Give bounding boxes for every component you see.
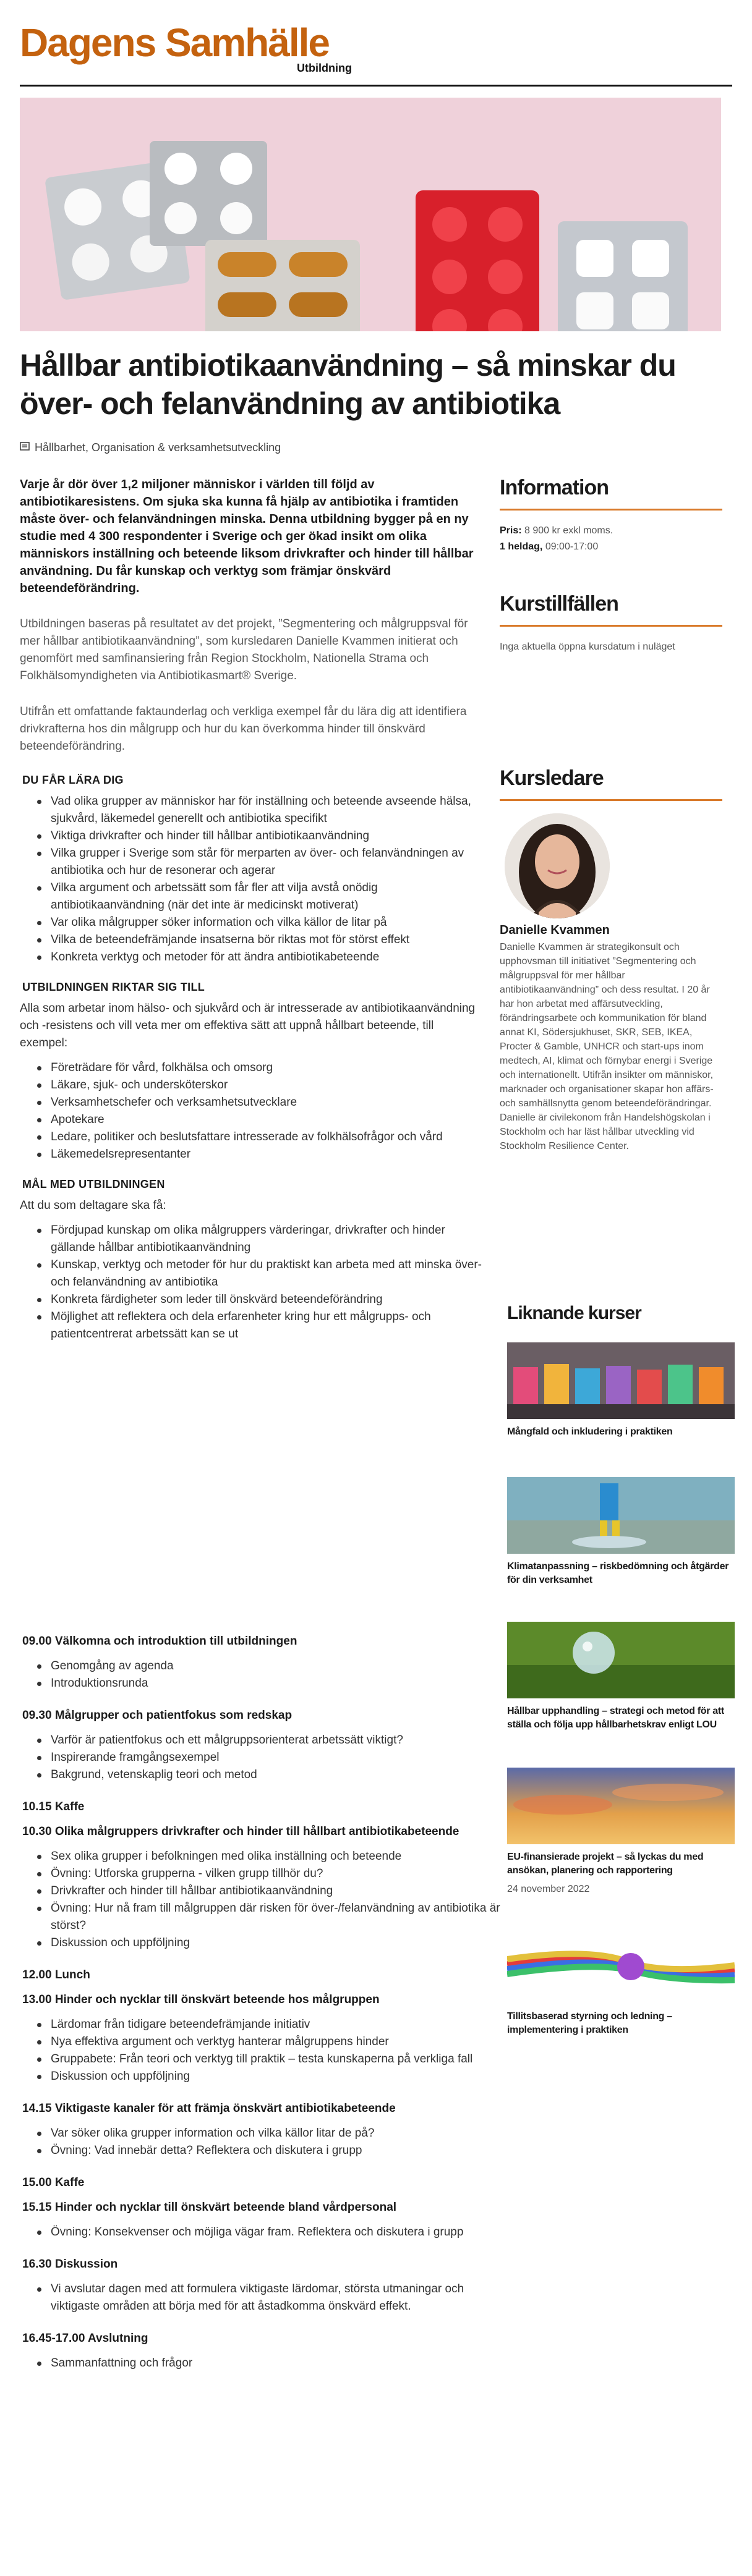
course-title[interactable]: Klimatanpassning – riskbedömning och åtgärder för din verksamhet	[507, 1561, 729, 1585]
main-content	[20, 476, 484, 1358]
schedule-time: 15.15 Hinder och nycklar till önskvärt beteende bland vårdpersonal	[22, 2201, 397, 2214]
site-logo-sub: Utbildning	[297, 62, 352, 74]
day-label: 1 heldag,	[500, 541, 543, 552]
list-item: Apotekare	[37, 1111, 484, 1129]
list-item: Var olika målgrupper söker information och vilka källor de litar på	[37, 914, 484, 931]
list-item: Bakgrund, vetenskaplig teori och metod	[37, 1766, 502, 1784]
category-text[interactable]: Hållbarhet, Organisation & verksamhetsutveckling	[35, 441, 281, 454]
schedule-time: 16.30 Diskussion	[22, 2258, 118, 2271]
list-item: Sex olika grupper i befolkningen med olika inställning och beteende	[37, 1848, 502, 1865]
similar-course-card[interactable]	[507, 1927, 736, 2037]
list-item: Lärdomar från tidigare beteendefrämjande initiativ	[37, 2016, 502, 2033]
audience-intro: Alla som arbetar inom hälso- och sjukvård och är intresserade av antibiotikaanvändning och -resistens och vill veta mer om effektiva sätt att uppnå hållbart beteende, till exempel:	[20, 1002, 476, 1049]
list-item: Möjlighet att reflektera och dela erfarenheter kring hur ett målgrupps- och patientcentrerat arbetssätt kan se ut	[37, 1308, 484, 1343]
hero-image	[20, 98, 721, 331]
schedule-time: 12.00 Lunch	[22, 1968, 90, 1981]
course-date: 24 november 2022	[507, 1884, 590, 1894]
schedule-time: 10.15 Kaffe	[22, 1800, 85, 1813]
schedule	[20, 1625, 502, 2387]
lead-paragraph: Varje år dör över 1,2 miljoner människor i världen till följd av antibiotikaresistens. Om sjuka ska kunna få hjälp av antibiotika i framtiden måste över- och felanvändningen minska. Denna utbildning bygger på en ny studie med 4 300 respondenter i Sverige och ger ökad insikt om olika människors inställning och beteende liksom drivkrafter och hinder till hållbar användning. Du får kunskap och verktyg som främjar önskvärd beteendeförändring.	[20, 478, 474, 595]
list-item: Övning: Hur nå fram till målgruppen där risken för över-/felanvändning av antibiotika är störst?	[37, 1900, 502, 1934]
similar-course-card[interactable]	[507, 1768, 736, 1895]
schedule-time: 09.30 Målgrupper och patientfokus som redskap	[22, 1709, 293, 1722]
similar-course-card[interactable]	[507, 1477, 736, 1587]
leader-name: Danielle Kvammen	[500, 923, 610, 937]
course-title[interactable]: EU-finansierade projekt – så lyckas du med ansökan, planering och rapportering	[507, 1852, 704, 1876]
list-item: Övning: Utforska grupperna - vilken grupp tillhör du?	[37, 1865, 502, 1883]
list-item: Kunskap, verktyg och metoder för hur du praktiskt kan arbeta med att minska över- och felanvändning av antibiotika	[37, 1256, 484, 1291]
list-item: Vilka argument och arbetssätt som får fler att vilja avstå onödig antibiotikaanvändning (när det inte är medicinskt motiverat)	[37, 879, 484, 914]
day-value: 09:00-17:00	[545, 541, 599, 552]
similar-heading-wrap	[507, 1303, 736, 1324]
list-item: Konkreta verktyg och metoder för att ändra antibiotikabeteende	[37, 949, 484, 966]
leader-bio: Danielle Kvammen är strategikonsult och upphovsman till initiativet ”Segmentering och målgruppsval för mer hållbar antibiotikaanvändning” och dess resultat. I 20 år har hon arbetat med affärsutveckling, förändringsarbete och kommunikation för bland annat KI, Södersjukhuset, SKR, SEB, IKEA, Procter & Gamble, UNHCR och start-ups inom medtech, AI, klimat och förnybar energi i Sverige och internationellt. Utifrån insikter om människor, marknader och organisationer skapar hon affärs- och samhällsnytta genom beteendeförändringar. Danielle är civilekonom från Handelshögskolan i Stockholm och har läst hållbar utveckling vid Stockholm Resilience Center.	[500, 942, 714, 1151]
list-item: Vilka grupper i Sverige som står för merparten av över- och felanvändningen av antibiotika och hur de resonerar och agerar	[37, 845, 484, 879]
list-item: Diskussion och uppföljning	[37, 1934, 502, 1952]
list-item: Sammanfattning och frågor	[37, 2355, 502, 2372]
schedule-time: 16.45-17.00 Avslutning	[22, 2332, 148, 2345]
list-item: Övning: Vad innebär detta? Reflektera och diskutera i grupp	[37, 2142, 502, 2159]
list-item: Inspirerande framgångsexempel	[37, 1749, 502, 1766]
leader-heading: Kursledare	[500, 766, 722, 801]
intro-paragraph-2: Utifrån ett omfattande faktaunderlag och verkliga exempel får du lära dig att identifiera drivkrafterna hos din målgrupp och hur du kan överkomma hinder till önskvärd beteendeförändring.	[20, 705, 467, 753]
list-item: Introduktionsrunda	[37, 1675, 502, 1692]
course-image[interactable]	[507, 1477, 735, 1554]
list-item: Företrädare för vård, folkhälsa och omsorg	[37, 1059, 484, 1077]
course-title[interactable]: Mångfald och inkludering i praktiken	[507, 1426, 673, 1437]
list-item: Var söker olika grupper information och vilka källor litar de på?	[37, 2125, 502, 2142]
site-header	[20, 21, 732, 87]
course-title[interactable]: Tillitsbaserad styrning och ledning – implementering i praktiken	[507, 2011, 672, 2035]
schedule-time: 14.15 Viktigaste kanaler för att främja önskvärt antibiotikabeteende	[22, 2102, 396, 2115]
learn-list	[37, 793, 484, 966]
similar-course-card[interactable]	[507, 1342, 736, 1439]
learn-heading: DU FÅR LÄRA DIG	[22, 774, 124, 786]
goal-intro: Att du som deltagare ska få:	[20, 1199, 166, 1212]
schedule-time: 15.00 Kaffe	[22, 2176, 85, 2189]
goal-list	[37, 1222, 484, 1343]
schedule-time: 09.00 Välkomna och introduktion till utbildningen	[22, 1635, 297, 1648]
list-item: Diskussion och uppföljning	[37, 2068, 502, 2085]
list-item: Genomgång av agenda	[37, 1658, 502, 1675]
category-icon	[20, 441, 30, 454]
intro-paragraph-1: Utbildningen baseras på resultatet av det projekt, ”Segmentering och målgruppsval för mer hållbar antibiotikaanvändning”, som kursledaren Danielle Kvammen initierat och genomfört med samfinansiering från Region Stockholm, Nationella Strama och Folkhälsomyndigheten via Antibiotikasmart® Sverige.	[20, 617, 468, 682]
day-line	[500, 539, 722, 555]
page-title: Hållbar antibiotikaanvändning – så minskar du över- och felanvändning av antibiotika	[20, 348, 676, 421]
list-item: Gruppabete: Från teori och verktyg till praktik – testa kunskaperna på verkliga fall	[37, 2051, 502, 2068]
course-image[interactable]	[507, 1927, 735, 2004]
audience-heading: UTBILDNINGEN RIKTAR SIG TILL	[22, 981, 205, 993]
price-line	[500, 523, 722, 539]
category-line	[20, 441, 281, 454]
goal-heading: MÅL MED UTBILDNINGEN	[22, 1178, 165, 1190]
list-item: Vad olika grupper av människor har för inställning och beteende avseende hälsa, sjukvård, läkemedel generellt och antibiotika specifikt	[37, 793, 484, 828]
list-item: Ledare, politiker och beslutsfattare intresserade av folkhälsofrågor och vård	[37, 1129, 484, 1146]
site-logo[interactable]: Dagens Samhälle	[20, 20, 329, 65]
sessions-text: Inga aktuella öppna kursdatum i nuläget	[500, 642, 675, 652]
price-value: 8 900 kr exkl moms.	[524, 525, 613, 536]
avatar	[505, 813, 610, 918]
list-item: Fördjupad kunskap om olika målgruppers värderingar, drivkrafter och hinder gällande hållbar antibiotikaanvändning	[37, 1222, 484, 1256]
price-label: Pris:	[500, 525, 522, 536]
schedule-time: 10.30 Olika målgruppers drivkrafter och hinder till hållbart antibiotikabeteende	[22, 1825, 459, 1838]
audience-list	[37, 1059, 484, 1163]
list-item: Verksamhetschefer och verksamhetsutvecklare	[37, 1094, 484, 1111]
list-item: Viktiga drivkrafter och hinder till hållbar antibiotikaanvändning	[37, 828, 484, 845]
sessions-panel	[500, 592, 722, 655]
similar-heading: Liknande kurser	[507, 1303, 641, 1323]
list-item: Vilka de beteendefrämjande insatserna bör riktas mot för störst effekt	[37, 931, 484, 949]
course-image[interactable]	[507, 1768, 735, 1844]
list-item: Vi avslutar dagen med att formulera viktigaste lärdomar, största utmaningar och viktigaste områden att börja med för att åstadkomma önskvärd effekt.	[37, 2281, 502, 2315]
list-item: Nya effektiva argument och verktyg hanterar målgruppens hinder	[37, 2033, 502, 2051]
list-item: Övning: Konsekvenser och möjliga vägar fram. Reflektera och diskutera i grupp	[37, 2224, 502, 2241]
list-item: Drivkrafter och hinder till hållbar antibiotikaanvändning	[37, 1883, 502, 1900]
sessions-heading: Kurstillfällen	[500, 592, 722, 627]
schedule-time: 13.00 Hinder och nycklar till önskvärt beteende hos målgruppen	[22, 1993, 380, 2006]
course-image[interactable]	[507, 1622, 735, 1698]
list-item: Läkare, sjuk- och undersköterskor	[37, 1077, 484, 1094]
list-item: Läkemedelsrepresentanter	[37, 1146, 484, 1163]
leader-panel	[500, 766, 722, 1153]
info-heading: Information	[500, 476, 722, 511]
course-image[interactable]	[507, 1342, 735, 1419]
list-item: Konkreta färdigheter som leder till önskvärd beteendeförändring	[37, 1291, 484, 1308]
list-item: Varför är patientfokus och ett målgruppsorienterat arbetssätt viktigt?	[37, 1732, 502, 1749]
similar-course-card[interactable]	[507, 1622, 736, 1732]
info-panel	[500, 476, 722, 555]
course-title[interactable]: Hållbar upphandling – strategi och metod för att ställa och följa upp hållbarhetskrav enligt LOU	[507, 1706, 724, 1730]
